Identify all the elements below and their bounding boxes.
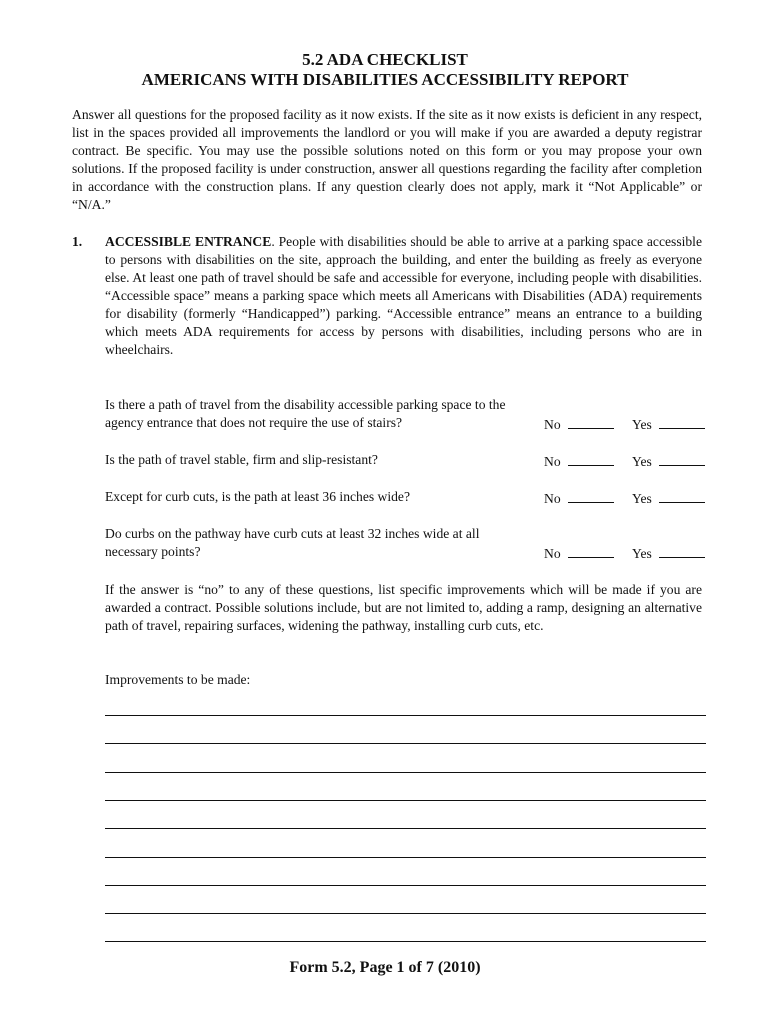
improvement-line[interactable] bbox=[105, 800, 706, 801]
no-label: No bbox=[544, 491, 561, 506]
question-2-no bbox=[544, 451, 614, 471]
improvement-line[interactable] bbox=[105, 857, 706, 858]
question-1-yes-blank[interactable] bbox=[659, 414, 705, 429]
improvement-line[interactable] bbox=[105, 941, 706, 942]
question-2-text: Is the path of travel stable, firm and slip-resistant? bbox=[105, 452, 378, 467]
question-1-no bbox=[544, 414, 614, 434]
improvement-line[interactable] bbox=[105, 715, 706, 716]
question-2-no-blank[interactable] bbox=[568, 451, 614, 466]
question-4-yes bbox=[632, 543, 705, 563]
improvements-label: Improvements to be made: bbox=[105, 672, 251, 687]
form-subtitle: AMERICANS WITH DISABILITIES ACCESSIBILITY REPORT bbox=[141, 70, 629, 89]
question-4-no bbox=[544, 543, 614, 563]
yes-label: Yes bbox=[632, 546, 652, 561]
form-title: 5.2 ADA CHECKLIST bbox=[302, 50, 468, 69]
section-heading: ACCESSIBLE ENTRANCE bbox=[105, 234, 272, 249]
question-3-no-blank[interactable] bbox=[568, 488, 614, 503]
question-4-no-blank[interactable] bbox=[568, 543, 614, 558]
question-3-text: Except for curb cuts, is the path at least 36 inches wide? bbox=[105, 489, 411, 504]
question-4-text: Do curbs on the pathway have curb cuts at least 32 inches wide at all necessary points? bbox=[105, 526, 480, 559]
page-footer: Form 5.2, Page 1 of 7 (2010) bbox=[289, 959, 481, 976]
section-paragraph bbox=[105, 233, 702, 359]
section-number: 1. bbox=[72, 234, 83, 249]
question-1-yes bbox=[632, 414, 705, 434]
intro-paragraph: Answer all questions for the proposed facility as it now exists. If the site as it now exists is deficient in any respect, list in the spaces provided all improvements the landlord or you will make if you are awarded a deputy registrar contract. Be specific. You may use the possible solutions noted on this form or you may propose your own solutions. If the proposed facility is under construction, answer all questions regarding the facility after completion in accordance with the construction plans. If any question clearly does not apply, mark it “Not Applicable” or “N/A.” bbox=[72, 107, 702, 212]
question-2-yes bbox=[632, 451, 705, 471]
improvement-line[interactable] bbox=[105, 772, 706, 773]
question-3-no bbox=[544, 488, 614, 508]
no-label: No bbox=[544, 546, 561, 561]
question-3-yes-blank[interactable] bbox=[659, 488, 705, 503]
no-label: No bbox=[544, 454, 561, 469]
question-4-yes-blank[interactable] bbox=[659, 543, 705, 558]
improvement-line[interactable] bbox=[105, 743, 706, 744]
improvement-line[interactable] bbox=[105, 828, 706, 829]
question-3-yes bbox=[632, 488, 705, 508]
improvements-instructions: If the answer is “no” to any of these questions, list specific improvements which will be made if you are awarded a contract. Possible solutions include, but are not limited to, adding a ramp, designing an alternative path of travel, repairing surfaces, widening the pathway, installing curb cuts, etc. bbox=[105, 582, 702, 633]
improvement-line[interactable] bbox=[105, 885, 706, 886]
no-label: No bbox=[544, 417, 561, 432]
question-2-yes-blank[interactable] bbox=[659, 451, 705, 466]
yes-label: Yes bbox=[632, 491, 652, 506]
question-1-text: Is there a path of travel from the disability accessible parking space to the agency entrance that does not require the use of stairs? bbox=[105, 397, 506, 430]
improvement-line[interactable] bbox=[105, 913, 706, 914]
yes-label: Yes bbox=[632, 417, 652, 432]
question-1-no-blank[interactable] bbox=[568, 414, 614, 429]
section-body-text: . People with disabilities should be able to arrive at a parking space accessible to persons with disabilities on the site, approach the building, and enter the building as freely as everyone else. At least one path of travel should be safe and accessible for everyone, including people with disabilities. “Accessible space” means a parking space which meets all Americans with Disabilities (ADA) requirements for disability (formerly “Handicapped”) parking. “Accessible entrance” means an entrance to a building which meets ADA requirements for access by persons with disabilities, including persons who are in wheelchairs. bbox=[105, 234, 702, 357]
yes-label: Yes bbox=[632, 454, 652, 469]
